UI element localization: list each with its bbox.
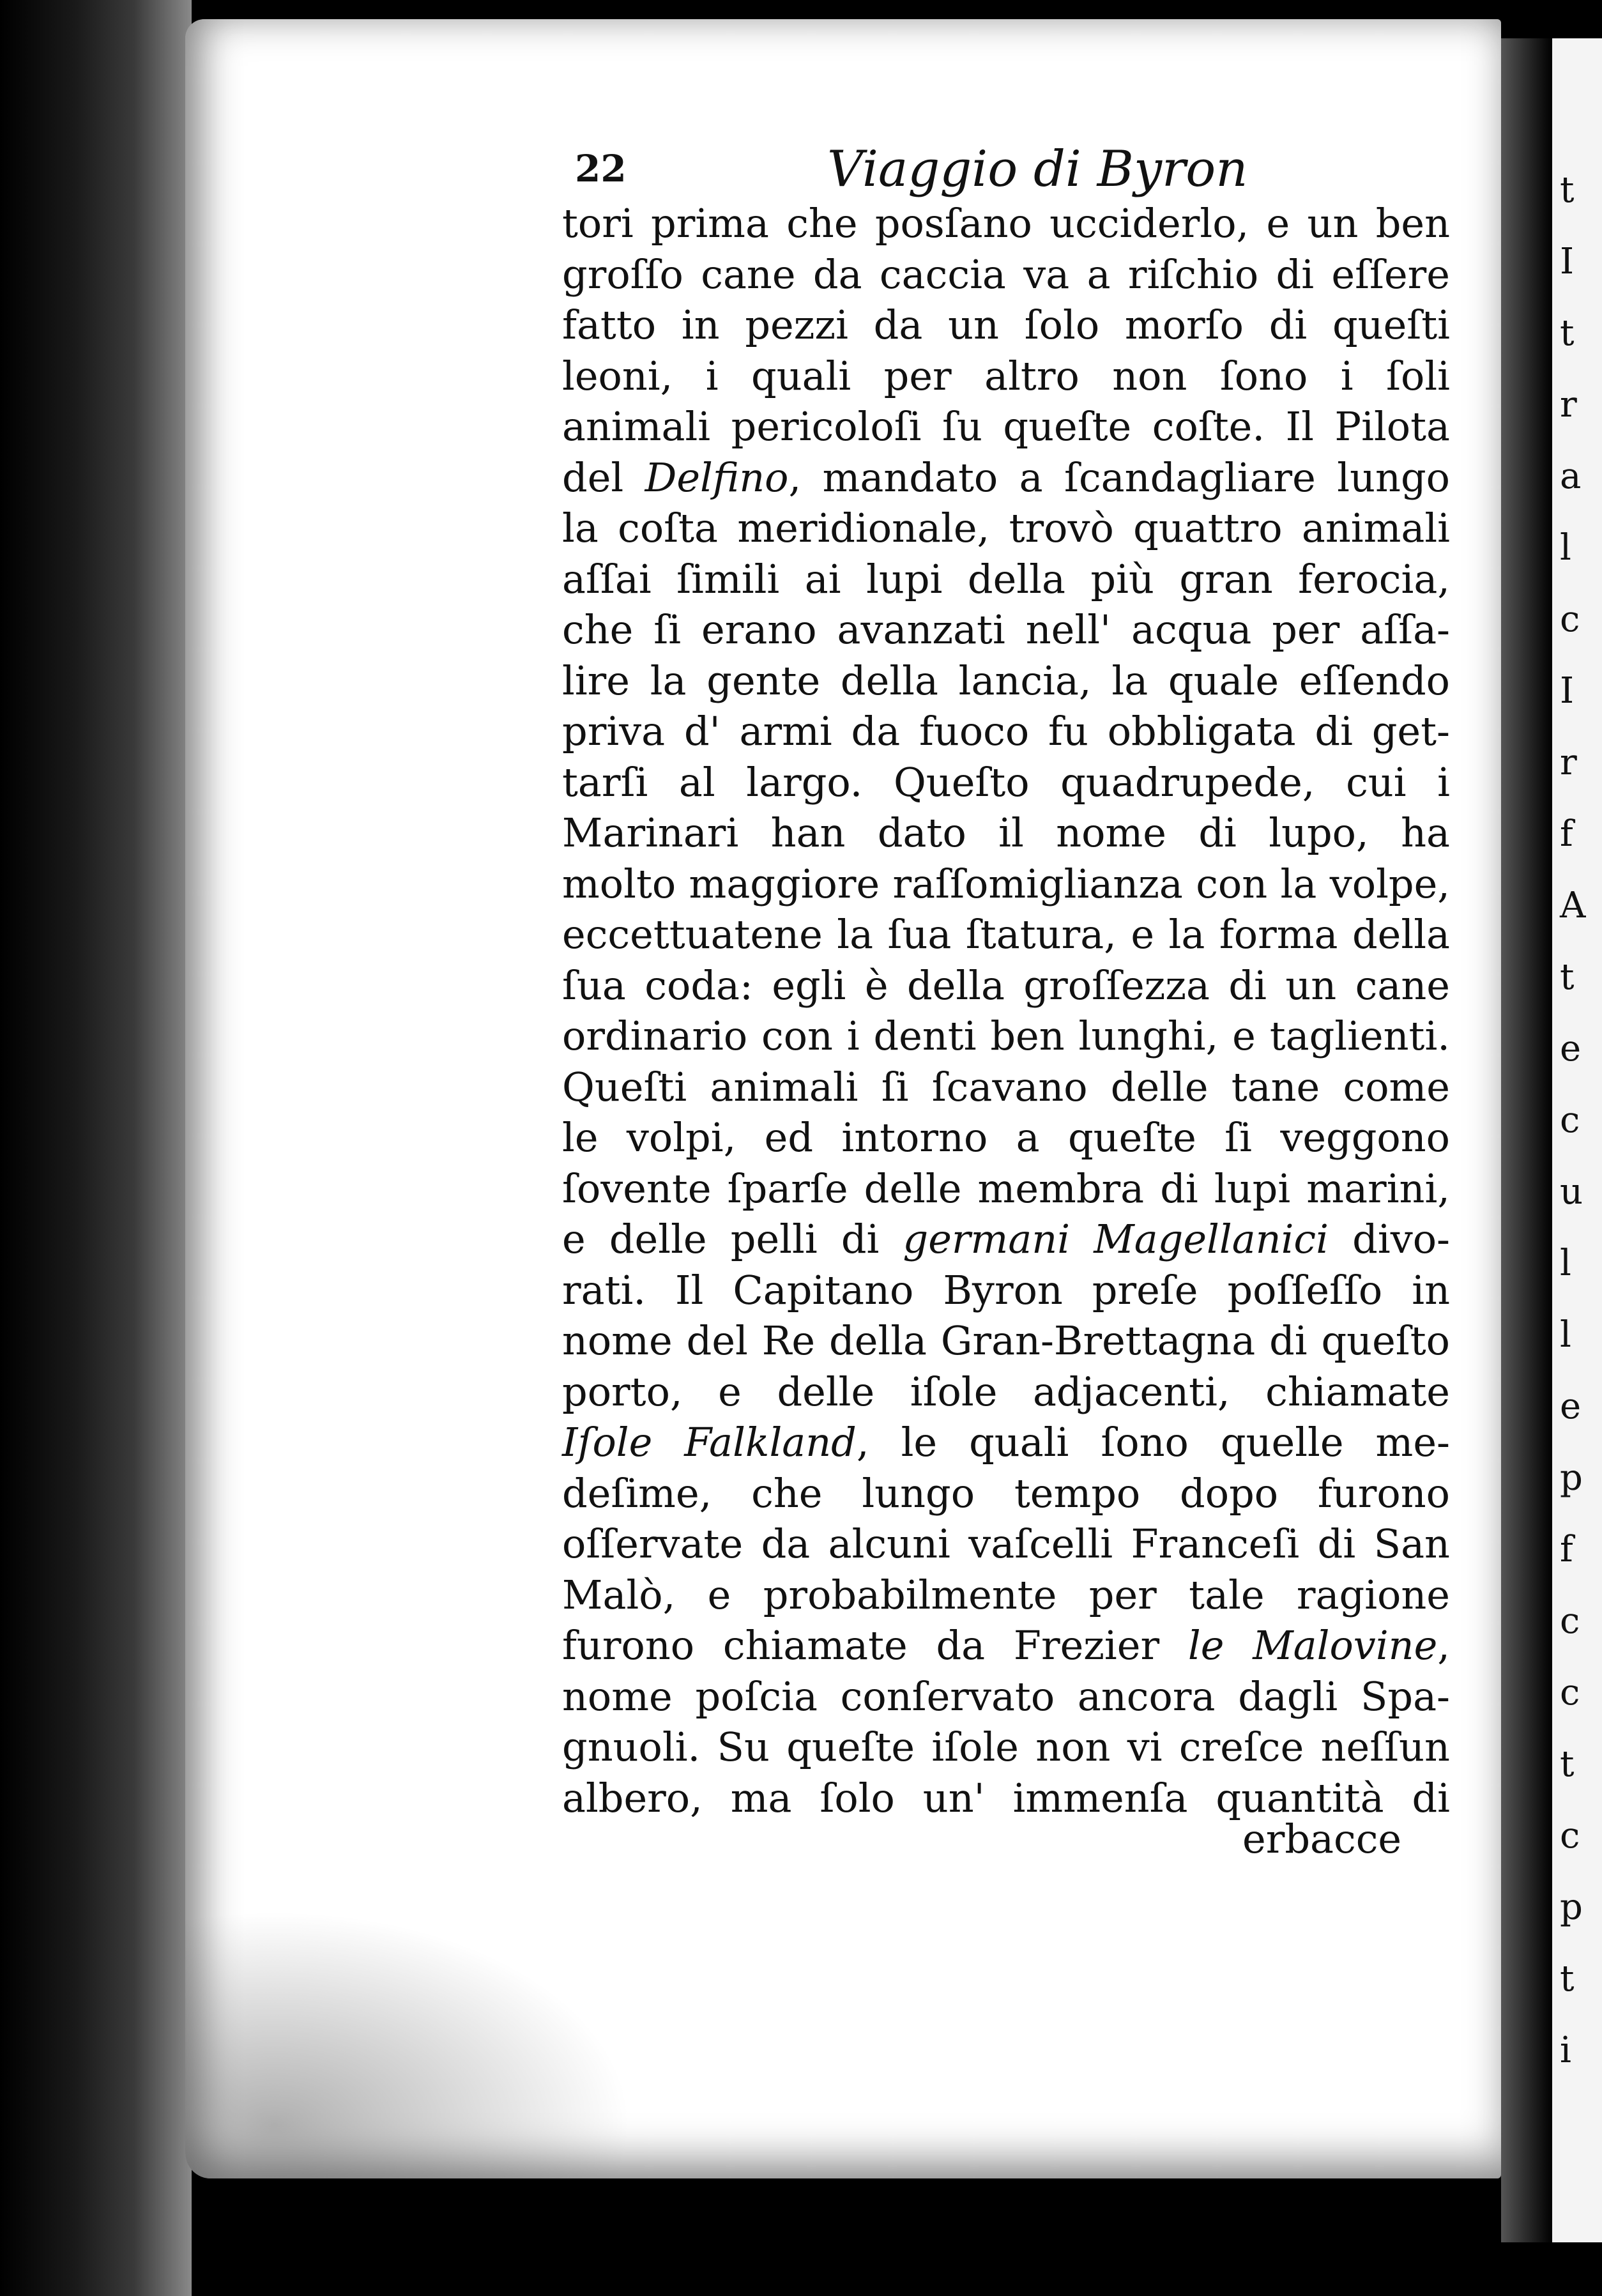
adjacent-page-fragment: f <box>1560 813 1573 855</box>
text-run: tori prima che posſano ucciderlo, e un ben <box>562 200 1450 247</box>
adjacent-page-fragment: c <box>1560 1099 1580 1141</box>
text-run: e delle pelli di <box>562 1216 903 1262</box>
text-run: fatto in pezzi da un ſolo morſo di queſti <box>562 302 1450 348</box>
adjacent-page-fragment: c <box>1560 1815 1580 1856</box>
text-line <box>562 1671 1450 1722</box>
text-line <box>562 655 1450 707</box>
text-line <box>562 1315 1450 1366</box>
text-line <box>562 1112 1450 1163</box>
text-run: , le quali ſono quelle me- <box>856 1419 1450 1466</box>
book-binding-edge <box>0 0 192 2296</box>
adjacent-page-fragment: t <box>1560 1958 1575 2000</box>
adjacent-page-fragment: c <box>1560 1672 1580 1713</box>
text-line <box>562 1163 1450 1214</box>
page-gutter <box>1501 38 1552 2242</box>
text-line <box>562 1417 1450 1468</box>
text-line <box>562 1519 1450 1570</box>
text-run: che ſi erano avanzati nell' acqua per aſſa- <box>562 606 1450 653</box>
adjacent-page-fragment: c <box>1560 1600 1580 1642</box>
text-line <box>562 1468 1450 1519</box>
text-line <box>562 1062 1450 1113</box>
text-line <box>562 1366 1450 1418</box>
text-run: lire la gente della lancia, la quale eſſendo <box>562 657 1450 704</box>
adjacent-page-edge <box>1552 38 1602 2242</box>
text-run: la coſta meridionale, trovò quattro animali <box>562 505 1450 551</box>
adjacent-page-fragment: t <box>1560 956 1575 998</box>
text-run: del <box>562 454 645 501</box>
body-text <box>562 198 1450 1823</box>
adjacent-page-fragment: a <box>1560 455 1582 497</box>
text-run: groſſo cane da caccia va a riſchio di eſſere <box>562 250 1450 298</box>
catchword: erbacce <box>1242 1816 1402 1862</box>
adjacent-page-fragment: I <box>1560 241 1575 282</box>
page-stain <box>185 1910 632 2178</box>
text-run: porto, e delle iſole adjacenti, chiamate <box>562 1368 1450 1415</box>
text-run: nome del Re della Gran-Brettagna di queſto <box>562 1317 1450 1364</box>
text-run: Malò, e probabilmente per tale ragione <box>562 1571 1450 1618</box>
text-line <box>562 1011 1450 1062</box>
text-line <box>562 1722 1450 1773</box>
text-line <box>562 960 1450 1011</box>
adjacent-page-fragment: l <box>1560 1314 1571 1356</box>
text-line <box>562 706 1450 757</box>
text-run: eccettuatene la ſua ſtatura, e la forma della <box>562 911 1450 958</box>
adjacent-page-fragment: u <box>1560 1171 1583 1213</box>
italic-text-run: Iſole Falkland <box>562 1419 857 1466</box>
text-run: aſſai ſimili ai lupi della più gran ferocia, <box>562 555 1450 602</box>
text-run: albero, ma ſolo un' immenſa quantità di <box>562 1774 1450 1821</box>
page-number: 22 <box>575 147 627 190</box>
running-title: Viaggio di Byron <box>827 141 1248 198</box>
text-line <box>562 1265 1450 1316</box>
text-run: priva d' armi da fuoco fu obbligata di get- <box>562 708 1450 754</box>
text-line <box>562 859 1450 910</box>
text-run: divo- <box>1329 1216 1450 1262</box>
italic-text-run: le Malovine <box>1187 1622 1438 1669</box>
text-line <box>562 249 1450 300</box>
adjacent-page-fragment: t <box>1560 312 1575 354</box>
page-header <box>575 141 1469 204</box>
adjacent-page-fragment: r <box>1560 742 1577 783</box>
adjacent-page-fragment: l <box>1560 527 1571 569</box>
text-run: nome poſcia conſervato ancora dagli Spa- <box>562 1672 1450 1720</box>
adjacent-page-fragment: f <box>1560 1529 1573 1570</box>
adjacent-page-fragment: i <box>1560 2030 1571 2071</box>
text-run: Marinari han dato il nome di lupo, ha <box>562 809 1450 856</box>
text-run: oſſervate da alcuni vaſcelli Franceſi di San <box>562 1520 1450 1567</box>
text-run: deſime, che lungo tempo dopo furono <box>562 1469 1450 1517</box>
text-run: leoni, i quali per altro non ſono i ſoli <box>562 352 1450 399</box>
text-line <box>562 909 1450 960</box>
adjacent-page-fragment: c <box>1560 599 1580 640</box>
text-line <box>562 604 1450 655</box>
adjacent-page-fragment: p <box>1560 1457 1583 1499</box>
text-line <box>562 452 1450 503</box>
adjacent-page-fragment: e <box>1560 1028 1582 1069</box>
text-run: rati. Il Capitano Byron preſe poſſeſſo in <box>562 1266 1450 1313</box>
text-run: le volpi, ed intorno a queſte ſi veggono <box>562 1114 1450 1161</box>
text-run: Queſti animali ſi ſcavano delle tane come <box>562 1063 1450 1110</box>
text-line <box>562 1214 1450 1265</box>
text-run: ordinario con i denti ben lunghi, e taglienti. <box>562 1013 1450 1059</box>
italic-text-run: Delfino <box>645 454 789 501</box>
text-line <box>562 401 1450 452</box>
text-run: animali pericoloſi ſu queſte coſte. Il Pilota <box>562 403 1450 450</box>
text-line <box>562 300 1450 351</box>
text-run: , mandato a ſcandagliare lungo <box>788 454 1450 501</box>
text-line <box>562 757 1450 808</box>
text-line <box>562 198 1450 249</box>
text-run: ſovente ſparſe delle membra di lupi marini, <box>562 1165 1450 1212</box>
adjacent-page-fragment: A <box>1560 885 1586 926</box>
italic-text-run: germani Magellanici <box>903 1216 1329 1262</box>
text-run: ſua coda: egli è della groſſezza di un cane <box>562 961 1450 1009</box>
text-run: gnuoli. Su queſte iſole non vi creſce neſſun <box>562 1724 1450 1770</box>
text-line <box>562 503 1450 554</box>
text-line <box>562 351 1450 402</box>
text-run: tarſi al largo. Queſto quadrupede, cui i <box>562 758 1450 806</box>
text-line <box>562 554 1450 605</box>
adjacent-page-fragment: t <box>1560 1743 1575 1785</box>
adjacent-page-fragment: p <box>1560 1887 1583 1928</box>
adjacent-page-fragment: I <box>1560 670 1575 712</box>
text-line <box>562 807 1450 859</box>
adjacent-page-fragment: e <box>1560 1386 1582 1427</box>
text-line <box>562 1570 1450 1621</box>
adjacent-page-fragment: r <box>1560 384 1577 425</box>
text-run: molto maggiore raſſomiglianza con la volpe, <box>562 860 1450 907</box>
text-line <box>562 1620 1450 1671</box>
text-run: , <box>1437 1622 1450 1669</box>
text-run: furono chiamate da Frezier <box>562 1622 1188 1669</box>
adjacent-page-fragment: t <box>1560 169 1575 211</box>
adjacent-page-fragment: l <box>1560 1243 1571 1284</box>
